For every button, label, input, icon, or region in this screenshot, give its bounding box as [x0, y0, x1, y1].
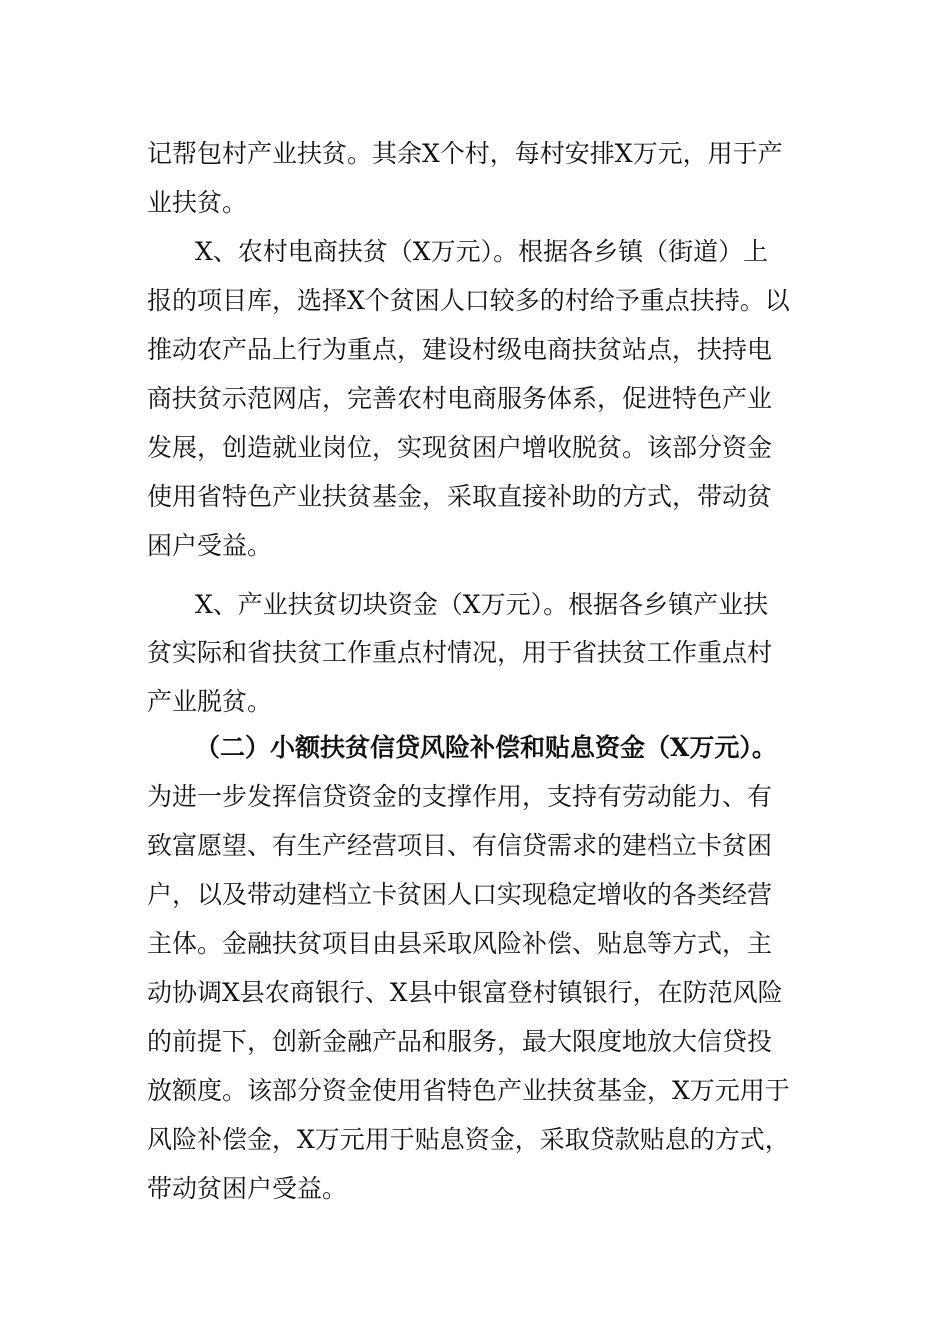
text-line: 致富愿望、有生产经营项目、有信贷需求的建档立卡贫困 — [147, 831, 773, 860]
text-line: 的前提下，创新金融产品和服务，最大限度地放大信贷投 — [147, 1027, 773, 1056]
text-line: 主体。金融扶贫项目由县采取风险补偿、贴息等方式，主 — [147, 929, 773, 958]
section-heading: （二）小额扶贫信贷风险补偿和贴息资金（X万元）。 — [195, 733, 777, 762]
text-line: 记帮包村产业扶贫。其余X个村，每村安排X万元，用于产 — [147, 139, 783, 168]
text-line: 户，以及带动建档立卡贫困人口实现稳定增收的各类经营 — [147, 880, 773, 909]
text-line: 动协调X县农商银行、X县中银富登村镇银行，在防范风险 — [147, 978, 783, 1007]
paragraph-start-line: X、产业扶贫切块资金（X万元）。根据各乡镇产业扶 — [195, 590, 769, 619]
text-line: 贫实际和省扶贫工作重点村情况，用于省扶贫工作重点村 — [147, 638, 773, 667]
text-line: 业扶贫。 — [147, 188, 248, 217]
text-line: 产业脱贫。 — [147, 687, 273, 716]
text-line: 带动贫困户受益。 — [147, 1174, 348, 1203]
text-line: 风险补偿金，X万元用于贴息资金，采取贷款贴息的方式， — [147, 1125, 790, 1154]
paragraph-start-line: X、农村电商扶贫（X万元）。根据各乡镇（街道）上 — [195, 237, 769, 266]
text-line: 为进一步发挥信贷资金的支撑作用，支持有劳动能力、有 — [147, 782, 773, 811]
text-line: 放额度。该部分资金使用省特色产业扶贫基金，X万元用于 — [147, 1076, 790, 1105]
text-line: 报的项目库，选择X个贫困人口较多的村给予重点扶持。以 — [147, 286, 790, 315]
text-line: 发展，创造就业岗位，实现贫困户增收脱贫。该部分资金 — [147, 433, 773, 462]
text-line: 商扶贫示范网店，完善农村电商服务体系，促进特色产业 — [147, 384, 773, 413]
text-line: 使用省特色产业扶贫基金，采取直接补助的方式，带动贫 — [147, 482, 773, 511]
text-line: 困户受益。 — [147, 531, 273, 560]
text-line: 推动农产品上行为重点，建设村级电商扶贫站点，扶持电 — [147, 335, 773, 364]
